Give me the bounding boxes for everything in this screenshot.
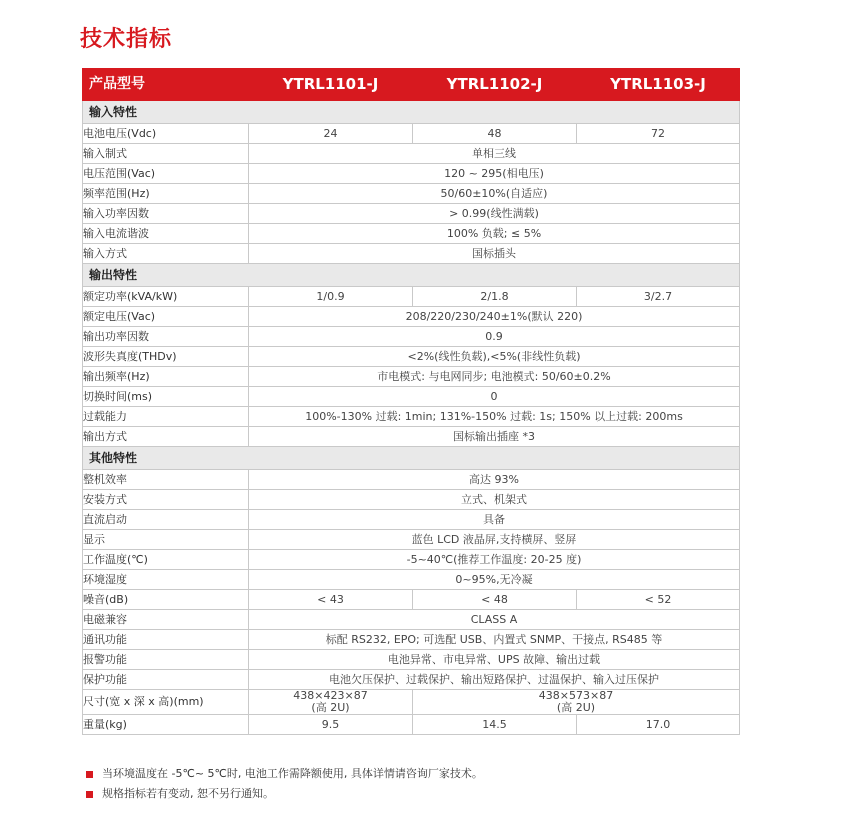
- row-label: 电磁兼容: [83, 610, 249, 630]
- row-value: <2%(线性负载),<5%(非线性负载): [249, 347, 740, 367]
- row-value: 208/220/230/240±1%(默认 220): [249, 307, 740, 327]
- bullet-square-icon: [86, 771, 93, 778]
- row-label: 输入制式: [83, 144, 249, 164]
- table-row: [83, 164, 740, 184]
- row-value: 2/1.8: [413, 287, 577, 307]
- section-header: [83, 447, 740, 470]
- row-value: 3/2.7: [577, 287, 740, 307]
- row-value: > 0.99(线性满载): [249, 204, 740, 224]
- row-value: 蓝色 LCD 液晶屏,支持横屏、竖屏: [249, 530, 740, 550]
- row-value: < 52: [577, 590, 740, 610]
- row-value: 高达 93%: [249, 470, 740, 490]
- table-row: [83, 715, 740, 735]
- table-row: [83, 550, 740, 570]
- row-label: 额定电压(Vac): [83, 307, 249, 327]
- table-row: [83, 670, 740, 690]
- table-row: [83, 427, 740, 447]
- row-value: 72: [577, 124, 740, 144]
- row-label: 重量(kg): [83, 715, 249, 735]
- row-value: 120 ~ 295(相电压): [249, 164, 740, 184]
- row-label: 安装方式: [83, 490, 249, 510]
- row-value: 17.0: [577, 715, 740, 735]
- dim-line: 438×573×87: [538, 689, 614, 702]
- table-row: [83, 244, 740, 264]
- table-row: [83, 510, 740, 530]
- row-value: 单相三线: [249, 144, 740, 164]
- dim-line: (高 2U): [556, 701, 596, 714]
- row-value: 50/60±10%(自适应): [249, 184, 740, 204]
- table-row: [83, 184, 740, 204]
- row-value: 9.5: [249, 715, 413, 735]
- row-label: 工作温度(℃): [83, 550, 249, 570]
- table-row: [83, 610, 740, 630]
- model-3: YTRL1103-J: [577, 69, 740, 101]
- section-title: 输出特性: [83, 264, 740, 287]
- row-value: 具备: [249, 510, 740, 530]
- row-label: 波形失真度(THDv): [83, 347, 249, 367]
- table-row: [83, 570, 740, 590]
- row-value: 0.9: [249, 327, 740, 347]
- table-row: [83, 327, 740, 347]
- row-label: 噪音(dB): [83, 590, 249, 610]
- table-row: [83, 470, 740, 490]
- row-label: 输出频率(Hz): [83, 367, 249, 387]
- row-value: 国标插头: [249, 244, 740, 264]
- page-title: 技术指标: [80, 27, 173, 52]
- row-value: 立式、机架式: [249, 490, 740, 510]
- dim-line: (高 2U): [311, 701, 350, 714]
- dim-line: 438×423×87: [293, 689, 368, 702]
- table-row: [83, 347, 740, 367]
- table-row: [83, 407, 740, 427]
- table-row: [83, 387, 740, 407]
- row-label: 尺寸(宽 x 深 x 高)(mm): [83, 690, 249, 715]
- table-row: [83, 630, 740, 650]
- row-value: 电池欠压保护、过载保护、输出短路保护、过温保护、输入过压保护: [249, 670, 740, 690]
- footnotes: [86, 764, 483, 804]
- row-label: 切换时间(ms): [83, 387, 249, 407]
- row-label: 输入方式: [83, 244, 249, 264]
- row-value: 国标输出插座 *3: [249, 427, 740, 447]
- table-row: [83, 590, 740, 610]
- row-label: 输入功率因数: [83, 204, 249, 224]
- table-row: [83, 204, 740, 224]
- row-label: 电压范围(Vac): [83, 164, 249, 184]
- row-value: < 48: [413, 590, 577, 610]
- table-header: [83, 69, 740, 101]
- row-label: 频率范围(Hz): [83, 184, 249, 204]
- section-header: [83, 264, 740, 287]
- row-label: 输入电流谐波: [83, 224, 249, 244]
- row-value: 电池异常、市电异常、UPS 故障、输出过载: [249, 650, 740, 670]
- row-label: 通讯功能: [83, 630, 249, 650]
- row-label: 电池电压(Vdc): [83, 124, 249, 144]
- table-row: [83, 690, 740, 715]
- table-row: [83, 367, 740, 387]
- model-2: YTRL1102-J: [413, 69, 577, 101]
- row-value: 48: [413, 124, 577, 144]
- section-title: 输入特性: [83, 101, 740, 124]
- row-value: 100%-130% 过载: 1min; 131%-150% 过载: 1s; 150% 以上过载: 200ms: [249, 407, 740, 427]
- table-row: [83, 144, 740, 164]
- row-value: < 43: [249, 590, 413, 610]
- row-value: 0: [249, 387, 740, 407]
- row-label: 报警功能: [83, 650, 249, 670]
- bullet-square-icon: [86, 791, 93, 798]
- row-value: 14.5: [413, 715, 577, 735]
- row-value: [249, 690, 413, 715]
- table-row: [83, 490, 740, 510]
- row-value: 1/0.9: [249, 287, 413, 307]
- model-label: 产品型号: [83, 69, 249, 101]
- footnote: 规格指标若有变动, 恕不另行通知。: [86, 784, 483, 804]
- row-label: 输出功率因数: [83, 327, 249, 347]
- table-row: [83, 124, 740, 144]
- row-label: 保护功能: [83, 670, 249, 690]
- footnote: 当环境温度在 -5℃~ 5℃时, 电池工作需降额使用, 具体详情请咨询厂家技术。: [86, 764, 483, 784]
- row-label: 直流启动: [83, 510, 249, 530]
- row-value: -5~40℃(推荐工作温度: 20-25 度): [249, 550, 740, 570]
- row-value: [413, 690, 740, 715]
- table-row: [83, 224, 740, 244]
- row-value: CLASS A: [249, 610, 740, 630]
- row-label: 整机效率: [83, 470, 249, 490]
- table-row: [83, 650, 740, 670]
- row-label: 显示: [83, 530, 249, 550]
- row-value: 0~95%,无冷凝: [249, 570, 740, 590]
- table-row: [83, 530, 740, 550]
- row-label: 输出方式: [83, 427, 249, 447]
- spec-table: [82, 68, 740, 735]
- row-label: 环境湿度: [83, 570, 249, 590]
- section-header: [83, 101, 740, 124]
- row-value: 标配 RS232, EPO; 可选配 USB、内置式 SNMP、干接点, RS485 等: [249, 630, 740, 650]
- model-1: YTRL1101-J: [249, 69, 413, 101]
- row-label: 过载能力: [83, 407, 249, 427]
- row-label: 额定功率(kVA/kW): [83, 287, 249, 307]
- table-row: [83, 287, 740, 307]
- section-title: 其他特性: [83, 447, 740, 470]
- row-value: 市电模式: 与电网同步; 电池模式: 50/60±0.2%: [249, 367, 740, 387]
- row-value: 100% 负载; ≤ 5%: [249, 224, 740, 244]
- row-value: 24: [249, 124, 413, 144]
- table-row: [83, 307, 740, 327]
